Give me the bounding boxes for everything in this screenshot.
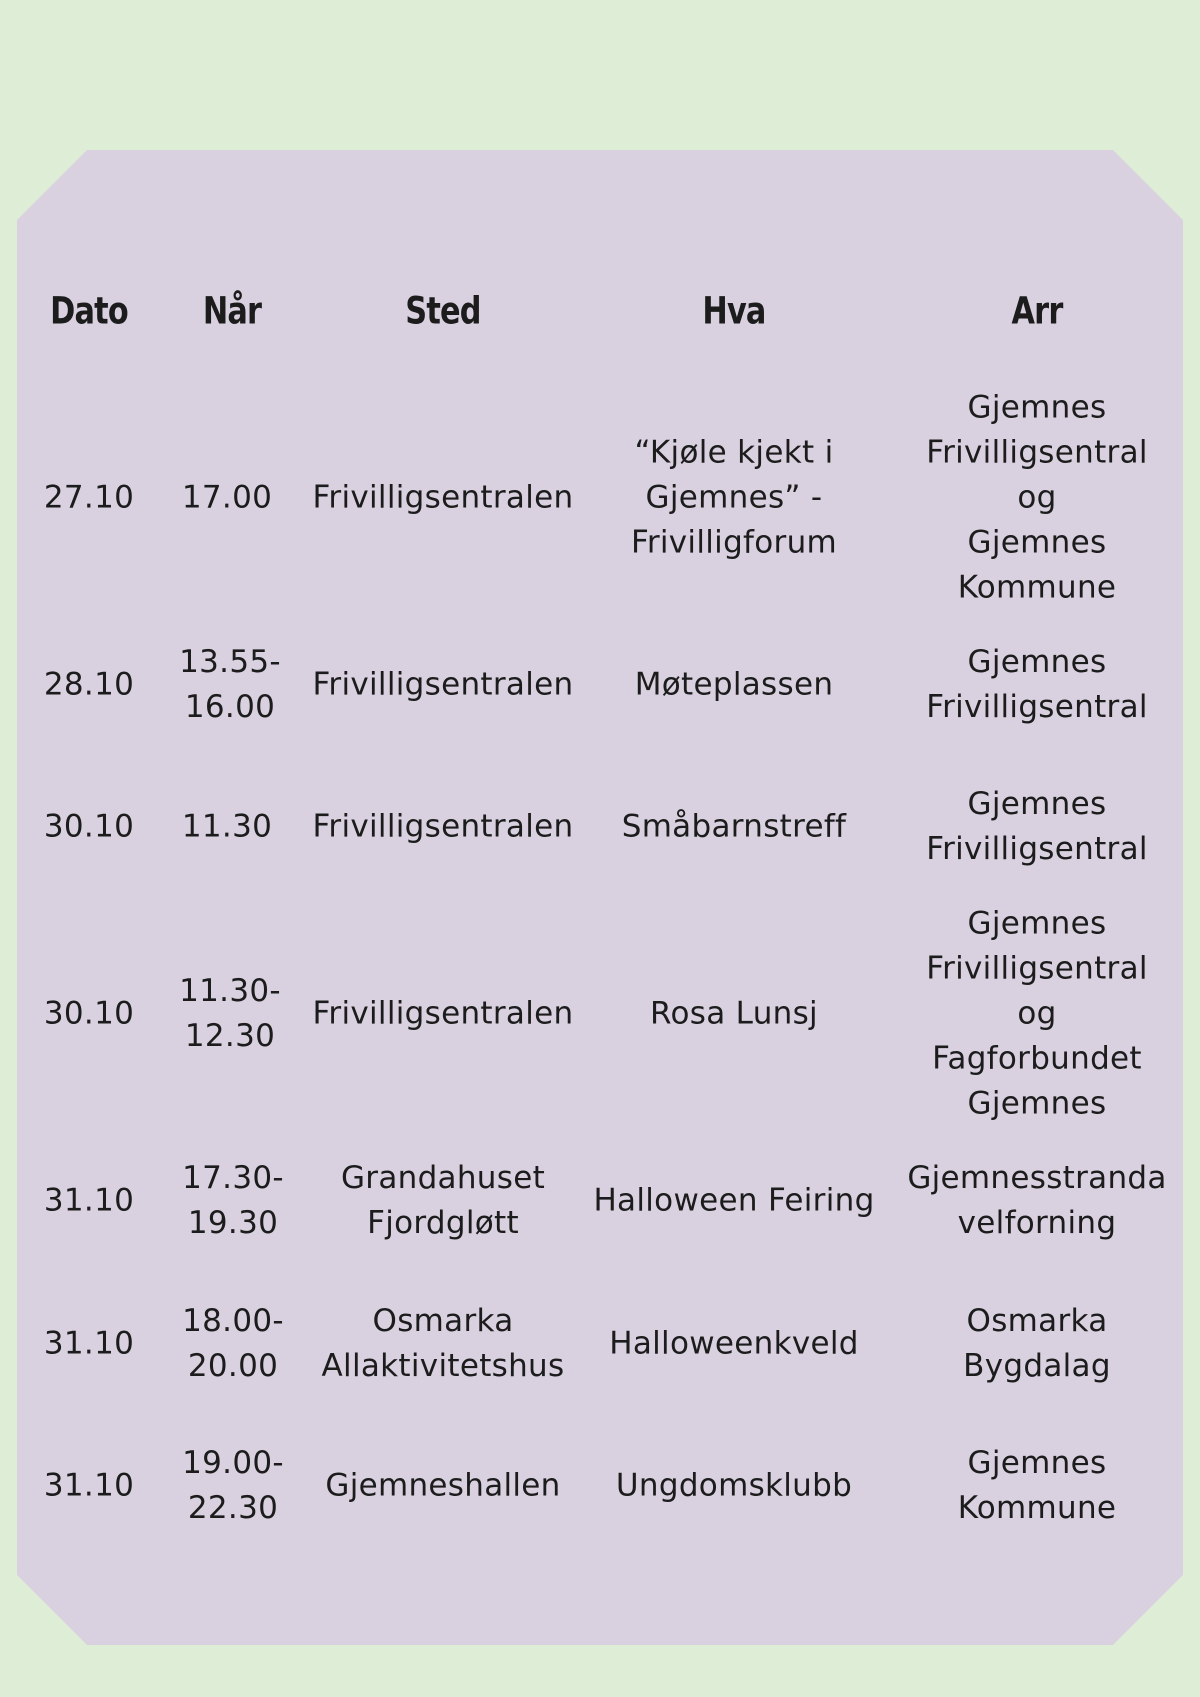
- row-5-sted: Grandahuset Fjordgløtt: [340, 1160, 546, 1241]
- row-3-arr: Gjemnes Frivilligsentral: [926, 786, 1148, 867]
- row-2-naar: 13.55- 16.00: [179, 644, 281, 725]
- row-6-sted: Osmarka Allaktivitetshus: [321, 1303, 565, 1384]
- row-4-arr: Gjemnes Frivilligsentral og Fagforbundet Gjemnes: [926, 905, 1148, 1122]
- row-4-naar: 11.30- 12.30: [179, 973, 281, 1054]
- header-arr: Arr: [1011, 289, 1063, 333]
- row-6-arr: Osmarka Bygdalag: [963, 1303, 1111, 1384]
- row-7-dato: 31.10: [43, 1467, 135, 1504]
- row-7-naar: 19.00- 22.30: [182, 1445, 284, 1526]
- row-1-arr: Gjemnes Frivilligsentral og Gjemnes Kommune: [926, 389, 1148, 606]
- header-hva: Hva: [702, 289, 766, 333]
- schedule-panel: [17, 150, 1183, 1645]
- row-2-arr: Gjemnes Frivilligsentral: [926, 644, 1148, 725]
- row-6-hva: Halloweenkveld: [609, 1325, 859, 1362]
- row-1-hva: “Kjøle kjekt i Gjemnes” - Frivilligforum: [630, 434, 838, 561]
- header-naar: Når: [202, 289, 262, 333]
- row-2-sted: Frivilligsentralen: [312, 666, 574, 703]
- row-1-dato: 27.10: [43, 479, 135, 516]
- row-3-naar: 11.30: [181, 808, 273, 845]
- header-sted: Sted: [405, 289, 481, 333]
- row-5-hva: Halloween Feiring: [593, 1182, 875, 1219]
- header-dato: Dato: [50, 289, 128, 333]
- row-5-arr: Gjemnesstranda velforning: [907, 1160, 1167, 1241]
- row-2-hva: Møteplassen: [634, 666, 834, 703]
- row-6-naar: 18.00- 20.00: [182, 1303, 284, 1384]
- row-4-hva: Rosa Lunsj: [650, 995, 818, 1032]
- row-3-dato: 30.10: [43, 808, 135, 845]
- row-1-naar: 17.00: [181, 479, 273, 516]
- row-3-sted: Frivilligsentralen: [312, 808, 574, 845]
- row-4-dato: 30.10: [43, 995, 135, 1032]
- row-3-hva: Småbarnstreff: [621, 808, 847, 845]
- row-1-sted: Frivilligsentralen: [312, 479, 574, 516]
- row-5-dato: 31.10: [43, 1182, 135, 1219]
- row-7-hva: Ungdomsklubb: [615, 1467, 853, 1504]
- row-6-dato: 31.10: [43, 1325, 135, 1362]
- row-5-naar: 17.30- 19.30: [182, 1160, 284, 1241]
- row-7-sted: Gjemneshallen: [325, 1467, 561, 1504]
- row-7-arr: Gjemnes Kommune: [957, 1445, 1117, 1526]
- row-2-dato: 28.10: [43, 666, 135, 703]
- row-4-sted: Frivilligsentralen: [312, 995, 574, 1032]
